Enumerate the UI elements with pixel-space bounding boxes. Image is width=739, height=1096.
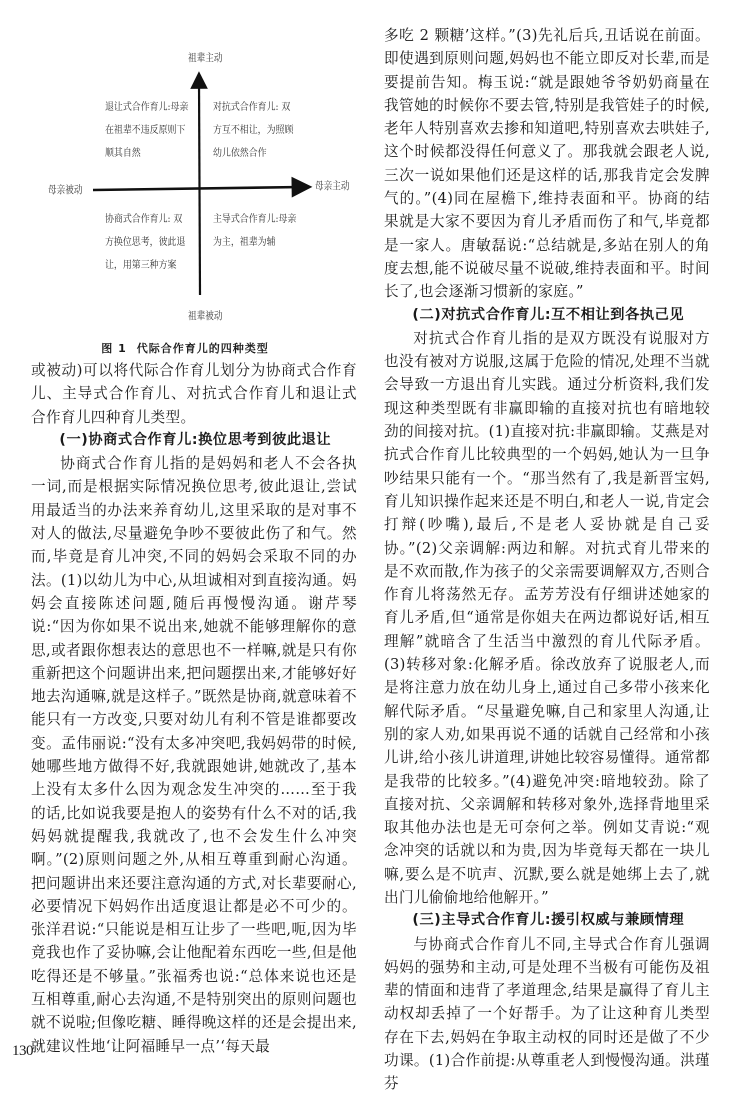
quadrant-bottom-left: 协商式合作育儿: 双方换位思考，彼此退让，用第三种方案 bbox=[105, 213, 186, 271]
left-column bbox=[31, 359, 357, 1058]
section-heading-dominant: (三)主导式合作育儿:援引权威与兼顾情理 bbox=[412, 912, 685, 929]
paragraph: 协商式合作育儿指的是妈妈和老人不会各执一词,而是根据实际情况换位思考,彼此退让,尝试用最适当的办法来养育幼儿,这里采取的是对事不对人的做法,尽量避免争吵不要彼此伤了和气。然而,毕竟是育儿冲突,不同的妈妈会采取不同的办法。(1)以幼儿为中心,从坦诚相对到直接沟通。妈妈会直接陈述问题,随后再慢慢沟通。谢芹琴说:“因为你如果不说出来,她就不能够理解你的意思,或者跟你想表达的意思也不一样嘛,就是只有你重新把这个问题讲出来,把问题摆出来,才能够好好地去沟通嘛,就是这样子。”既然是协商,就意味着不能只有一方改变,只要对幼儿有利不管是谁都要改变。孟伟丽说:“没有太多冲突吧,我妈妈带的时候,她哪些地方做得不好,我就跟她讲,她就改了,基本上没有太多什么因为观念发生冲突的……至于我的话,比如说我要是抱人的姿势有什么不对的话,我妈妈就提醒我,我就改了,也不会发生什么冲突啊。”(2)原则问题之外,从相互尊重到耐心沟通。把问题讲出来还要注意沟通的方式,对长辈要耐心,必要情况下妈妈作出适度退让都是必不可少的。张洋君说:“只能说是相互让步了一些吧,呃,因为毕竟我也作了妥协嘛,会让他配着东西吃一些,但是他吃得还是不够量。”张福秀也说:“总体来说也还是互相尊重,耐心去沟通,不是特别突出的原则问题也就不说啦;但像吃糖、睡得晚这样的还是会提出来,就建议性地‘让阿福睡早一点’‘每天最 bbox=[31, 455, 357, 1055]
paragraph: 与协商式合作育儿不同,主导式合作育儿强调妈妈的强势和主动,可是处理不当极有可能伤及祖辈的情面和违背了孝道理念,结果是赢得了育儿主动权却丢掉了一个好帮手。为了让这种育儿类型存在下去,妈妈在争取主动权的同时还是做了不少功课。(1)合作前提:从尊重老人到慢慢沟通。洪瑾芬 bbox=[384, 935, 710, 1093]
paragraph: 多吃 2 颗糖’这样。”(3)先礼后兵,丑话说在前面。即使遇到原则问题,妈妈也不能立即反对长辈,而是要提前告知。梅玉说:“就是跟她爷爷奶奶商量在我管她的时候你不要去管,特别是我管娃子的时候,老年人特别喜欢去掺和知道吧,特别喜欢去哄娃子,这个时候都没得任何意义了。那我就会跟老人说,三次一说如果他们还是这样的话,那我肯定会发脾气的。”(4)同在屋檐下,维持表面和平。协商的结果就是大家不要因为育儿矛盾而伤了和气,毕竟都是一家人。唐敏磊说:“总结就是,多站在别人的角度去想,能不说破尽量不说破,维持表面和平。时间长了,也会逐渐习惯新的家庭。” bbox=[384, 27, 710, 301]
figure-number: 图 1 bbox=[101, 342, 127, 355]
figure-caption-text: 代际合作育儿的四种类型 bbox=[136, 342, 269, 355]
page-number: 130 bbox=[12, 1043, 33, 1059]
quadrant-top-right: 对抗式合作育儿: 双方互不相让，为照顾幼儿依然合作 bbox=[213, 101, 294, 159]
section-heading-confrontation: (二)对抗式合作育儿:互不相让到各执己见 bbox=[412, 306, 685, 323]
axis-label-top: 祖辈主动 bbox=[188, 52, 223, 64]
right-column bbox=[384, 24, 710, 1096]
quadrant-bottom-right: 主导式合作育儿:母亲为主，祖辈为辅 bbox=[213, 213, 297, 248]
figure-quadrant-diagram bbox=[30, 40, 360, 340]
axis-label-left: 母亲被动 bbox=[48, 184, 83, 196]
section-heading-negotiation: (一)协商式合作育儿:换位思考到彼此退让 bbox=[59, 431, 332, 448]
figure-caption bbox=[0, 340, 370, 356]
quadrant-top-left: 退让式合作育儿:母亲在祖辈不违反原则下顺其自然 bbox=[105, 101, 189, 159]
paragraph: 对抗式合作育儿指的是双方既没有说服对方也没有被对方说服,这属于危险的情况,处理不当就会导致一方退出育儿实践。通过分析资料,我们发现这种类型既有非赢即输的直接对抗也有暗地较劲的间接对抗。(1)直接对抗:非赢即输。艾燕是对抗式合作育儿比较典型的一个妈妈,她认为一旦争吵结果只能有一个。“那当然有了,我是新晋宝妈,育儿知识操作起来还是不明白,和老人一说,肯定会打辩(吵嘴),最后,不是老人妥协就是自己妥协。”(2)父亲调解:两边和解。对抗式育儿带来的是不欢而散,作为孩子的父亲需要调解双方,否则合作育儿将荡然无存。孟芳芳没有仔细讲述她家的育儿矛盾,但“通常是你姐夫在两边都说好话,相互理解”就暗含了生活当中激烈的育儿代际矛盾。(3)转移对象:化解矛盾。徐改放弃了说服老人,而是将注意力放在幼儿身上,通过自己多带小孩来化解代际矛盾。“尽量避免嘛,自己和家里人沟通,让别的家人劝,如果再说不通的话就自己经常和小孩儿讲,给小孩儿讲道理,讲她比较容易懂得。通常都是我带的比较多。”(4)避免冲突:暗地较劲。除了直接对抗、父亲调解和转移对象外,选择背地里采取其他办法也是无可奈何之举。例如艾青说:“观念冲突的话就以和为贵,因为毕竟每天都在一块儿嘛,要么是不吭声、沉默,要么就是她绑上去了,就出门儿偷偷地给他解开。” bbox=[384, 329, 710, 906]
axis-label-right: 母亲主动 bbox=[315, 180, 350, 192]
horizontal-axis bbox=[93, 187, 302, 190]
axis-label-bottom: 祖辈被动 bbox=[188, 310, 223, 322]
paragraph: 或被动)可以将代际合作育儿划分为协商式合作育儿、主导式合作育儿、对抗式合作育儿和退让式合作育儿四种育儿类型。 bbox=[31, 362, 357, 426]
